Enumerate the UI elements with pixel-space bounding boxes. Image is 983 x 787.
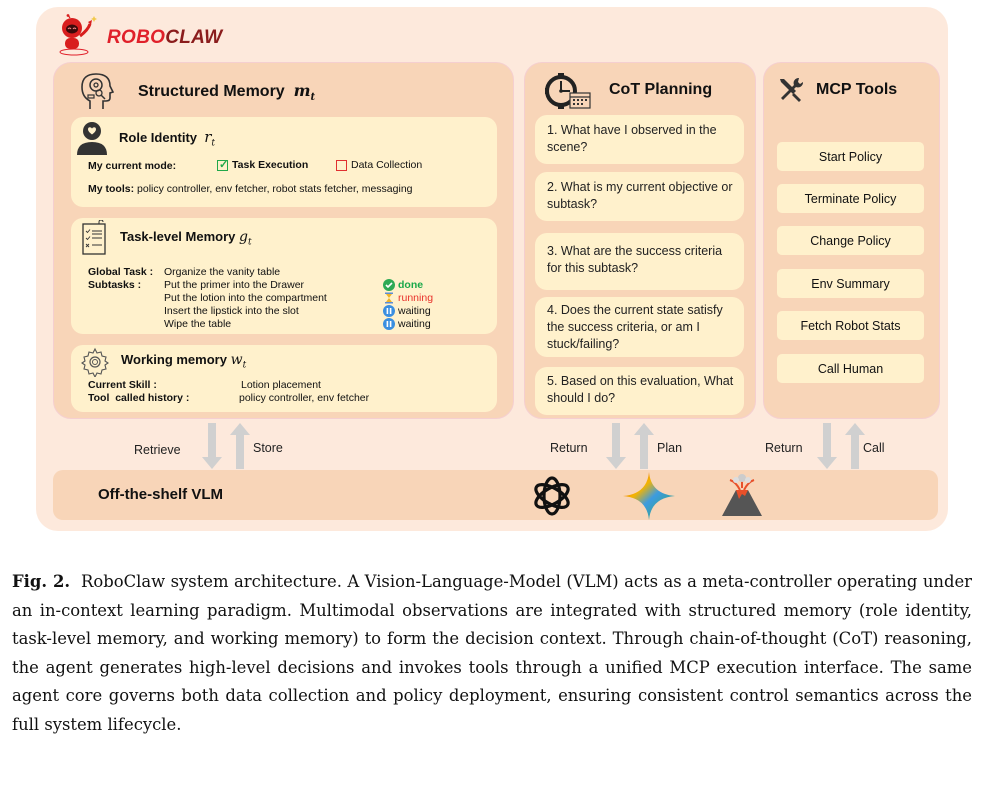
- checkbox-unchecked-icon[interactable]: [336, 160, 347, 171]
- status-badge: [383, 318, 431, 330]
- tools-label: My tools:: [88, 183, 135, 195]
- working-memory-title: [121, 352, 246, 371]
- tool-env-summary[interactable]: Env Summary: [777, 269, 924, 298]
- vlm-title: Off-the-shelf VLM: [98, 486, 223, 503]
- cot-question: 3. What are the success criteria for this subtask?: [547, 244, 723, 275]
- role-identity-label: Role Identity: [119, 130, 198, 145]
- status-badge: [383, 305, 431, 317]
- working-memory-card: [71, 345, 497, 412]
- tool-history-value: policy controller, env fetcher: [239, 392, 370, 404]
- cot-planning-title: CoT Planning: [609, 81, 713, 98]
- cot-question-card: [535, 172, 744, 221]
- brand-part-robo: ROBO: [107, 27, 166, 48]
- subtasks-label: Subtasks :: [88, 279, 142, 291]
- mode-label: My current mode:: [88, 160, 177, 172]
- checklist-icon: [81, 220, 109, 256]
- structured-memory-label: Structured Memory: [138, 83, 285, 100]
- working-memory-subscript: t: [242, 360, 247, 371]
- cot-question: 2. What is my current objective or subtask?: [547, 180, 733, 211]
- pause-circle-icon: [383, 318, 395, 330]
- status-running: running: [398, 292, 434, 304]
- role-identity-title: [119, 128, 215, 149]
- mode-data-collection[interactable]: [336, 159, 422, 171]
- robot-mascot-icon: [52, 14, 100, 58]
- role-identity-symbol: r: [204, 128, 212, 146]
- up-arrow-icon: [634, 423, 654, 469]
- plan-label: Plan: [657, 441, 683, 455]
- down-arrow-icon: [606, 423, 626, 469]
- subtask-text: Insert the lipstick into the slot: [164, 305, 299, 317]
- cot-question: 4. Does the current state satisfy the success criteria, or am I stuck/failing?: [547, 303, 723, 351]
- up-arrow-icon: [230, 423, 250, 469]
- check-circle-icon: [383, 279, 395, 291]
- structured-memory-panel: [53, 62, 514, 419]
- cot-question-card: [535, 233, 744, 290]
- subtask-text: Put the lotion into the compartment: [164, 292, 327, 304]
- hourglass-icon: [383, 292, 395, 304]
- cot-question-card: [535, 115, 744, 164]
- tool-fetch-robot-stats[interactable]: Fetch Robot Stats: [777, 311, 924, 340]
- gemini-star-icon: [623, 472, 675, 520]
- current-skill-value: Lotion placement: [241, 379, 321, 391]
- store-label: Store: [253, 441, 283, 455]
- head-memory-icon: [80, 71, 114, 111]
- working-memory-label: Working memory: [121, 352, 227, 367]
- tool-start-policy[interactable]: Start Policy: [777, 142, 924, 171]
- clock-calendar-icon: [543, 71, 593, 111]
- global-task-value: Organize the vanity table: [164, 266, 281, 278]
- cot-question: 1. What have I observed in the scene?: [547, 123, 717, 154]
- retrieve-store-arrows: [202, 423, 252, 469]
- status-badge: [383, 292, 433, 304]
- cot-return-label: Return: [550, 441, 588, 455]
- status-waiting: waiting: [398, 305, 431, 317]
- tools-value: policy controller, env fetcher, robot stats fetcher, messaging: [137, 183, 413, 195]
- down-arrow-icon: [817, 423, 837, 469]
- mcp-tools-panel: [763, 62, 940, 419]
- caption-label: Fig. 2.: [12, 572, 71, 591]
- task-memory-subscript: t: [247, 237, 252, 248]
- tools-line: [88, 183, 413, 195]
- pause-circle-icon: [383, 305, 395, 317]
- structured-memory-subscript: t: [310, 92, 316, 104]
- brand-title: [107, 27, 222, 49]
- cot-question-card: [535, 367, 744, 415]
- volcano-icon: [718, 472, 766, 518]
- mcp-tools-title: MCP Tools: [816, 81, 898, 98]
- gear-icon: [79, 347, 111, 377]
- vlm-bar: [53, 470, 938, 520]
- caption-text: RoboClaw system architecture. A Vision-Language-Model (VLM) acts as a meta-controller operating under an in-context learning paradigm. Multimodal observations are integrated with structured memory (role identity, task-level memory, and working memory) to form the decision context. Through chain-of-thought (CoT) reasoning, the agent generates high-level decisions and invokes tools through a unified MCP execution interface. The same agent core governs both data collection and policy deployment, ensuring consistent control semantics across the full system lifecycle.: [12, 572, 972, 734]
- status-done: done: [398, 279, 424, 291]
- current-skill-label: Current Skill :: [88, 379, 157, 391]
- subtask-text: Wipe the table: [164, 318, 232, 330]
- cot-planning-panel: [524, 62, 756, 419]
- cot-question-card: [535, 297, 744, 357]
- brand-part-claw: CLAW: [165, 27, 223, 48]
- retrieve-label: Retrieve: [134, 443, 181, 457]
- tool-call-human[interactable]: Call Human: [777, 354, 924, 383]
- mode-data-collection-label: Data Collection: [351, 159, 423, 171]
- return-call-arrows: [817, 423, 867, 469]
- down-arrow-icon: [202, 423, 222, 469]
- return-plan-arrows: [606, 423, 656, 469]
- role-identity-card: [71, 117, 497, 207]
- figure-caption: [12, 568, 972, 740]
- status-badge: [383, 279, 423, 291]
- tool-history-label: Tool called history :: [88, 392, 190, 404]
- structured-memory-title: [138, 81, 315, 103]
- mode-task-execution[interactable]: [217, 159, 308, 171]
- task-memory-title: [120, 229, 252, 248]
- role-identity-subscript: t: [211, 138, 216, 149]
- wrench-screwdriver-icon: [777, 76, 804, 103]
- subtask-text: Put the primer into the Drawer: [164, 279, 305, 291]
- task-memory-label: Task-level Memory: [120, 229, 236, 244]
- openai-logo-icon: [528, 473, 576, 519]
- tool-terminate-policy[interactable]: Terminate Policy: [777, 184, 924, 213]
- call-label: Call: [863, 441, 885, 455]
- checkbox-checked-icon[interactable]: ✓: [219, 158, 229, 171]
- structured-memory-symbol: m: [293, 81, 311, 100]
- cot-question: 5. Based on this evaluation, What should I do?: [547, 374, 734, 405]
- task-memory-symbol: g: [239, 229, 248, 245]
- person-heart-icon: [75, 121, 109, 155]
- task-memory-card: [71, 218, 497, 334]
- working-memory-symbol: w: [230, 352, 243, 368]
- mode-task-execution-label: Task Execution: [232, 159, 309, 171]
- up-arrow-icon: [845, 423, 865, 469]
- status-waiting: waiting: [398, 318, 431, 330]
- global-task-label: Global Task :: [88, 266, 154, 278]
- mcp-return-label: Return: [765, 441, 803, 455]
- tool-change-policy[interactable]: Change Policy: [777, 226, 924, 255]
